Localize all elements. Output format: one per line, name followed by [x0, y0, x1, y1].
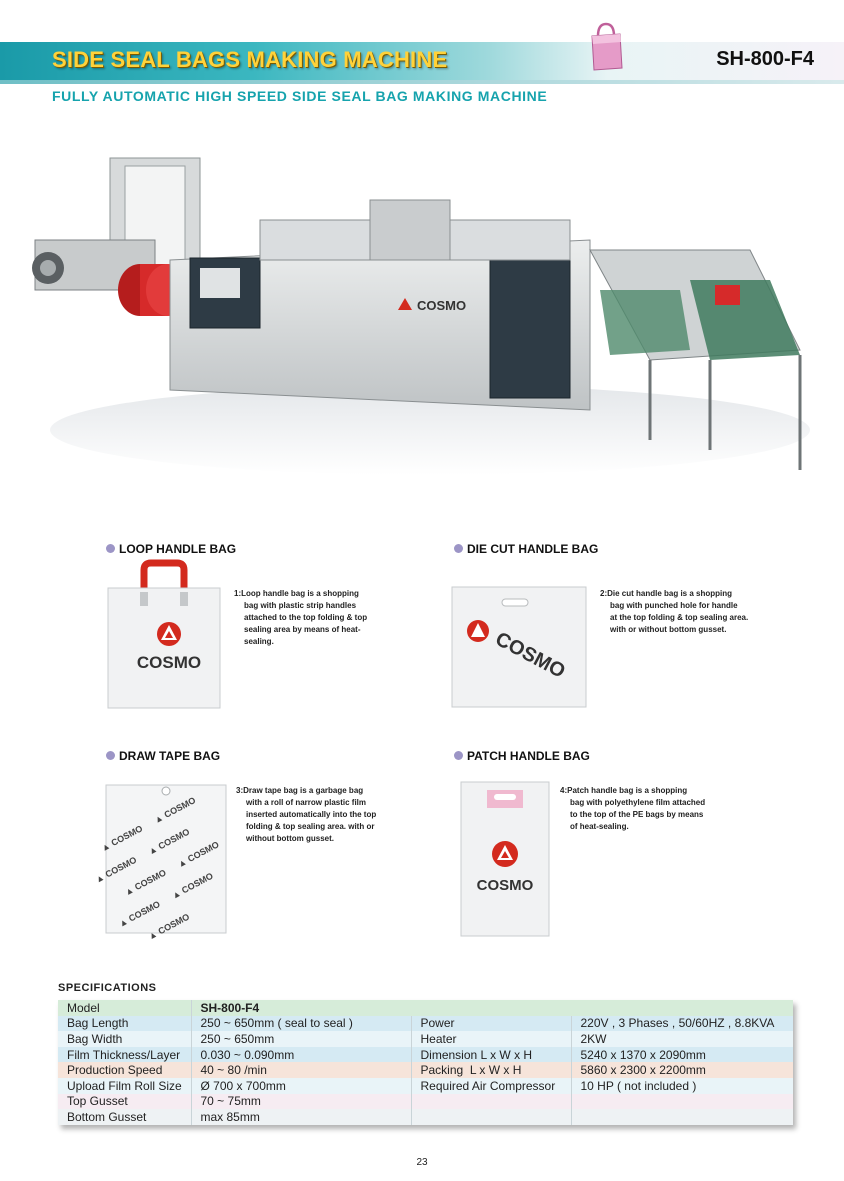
draw-tape-bag-image [93, 783, 228, 942]
spec-value: 40 ~ 80 /min [191, 1062, 411, 1078]
patch-handle-bag-description: 4:Patch handle bag is a shopping bag with polyethylene film attached to the top of the PE bags by means of heat-sealing. [560, 786, 706, 831]
section-heading-die-cut-handle-bag: DIE CUT HANDLE BAG [454, 542, 598, 556]
spec-label: Power [411, 1016, 571, 1032]
table-row [58, 1031, 793, 1047]
patch-handle-bag-image [459, 780, 551, 938]
table-row [58, 1094, 793, 1110]
svg-text:▲ COSMO: ▲ COSMO [116, 898, 162, 930]
spec-value [571, 1094, 793, 1110]
svg-text:▲ COSMO: ▲ COSMO [122, 867, 168, 898]
draw-tape-bag-description: 3:Draw tape bag is a garbage bag with a roll of narrow plastic film inserted automatically into the top folding & top sealing area. with or without bottom gusset. [236, 786, 377, 843]
spec-label: Production Speed [58, 1062, 191, 1078]
die-cut-handle-bag-image [450, 585, 590, 710]
table-row [58, 1062, 793, 1078]
specifications-table [58, 1000, 793, 1125]
section-heading-draw-tape-bag: DRAW TAPE BAG [106, 749, 220, 763]
spec-value: max 85mm [191, 1109, 411, 1125]
spec-label: Dimension L x W x H [411, 1047, 571, 1063]
bullet-icon [106, 751, 115, 760]
header-banner-shadow [0, 80, 844, 84]
spec-label: Model [58, 1000, 191, 1016]
spec-value: 5240 x 1370 x 2090mm [571, 1047, 793, 1063]
spec-value: 220V , 3 Phases , 50/60HZ , 8.8KVA [571, 1016, 793, 1032]
spec-label: Packing L x W x H [411, 1062, 571, 1078]
spec-value: SH-800-F4 [191, 1000, 793, 1016]
spec-label: Bag Width [58, 1031, 191, 1047]
svg-text:▲ COSMO: ▲ COSMO [152, 795, 198, 826]
spec-label: Heater [411, 1031, 571, 1047]
model-code: SH-800-F4 [716, 48, 814, 70]
machine-brand-label: COSMO [417, 298, 467, 313]
spec-label: Required Air Compressor [411, 1078, 571, 1094]
specifications-title: SPECIFICATIONS [58, 982, 157, 994]
bullet-icon [454, 544, 463, 553]
spec-value: Ø 700 x 700mm [191, 1078, 411, 1094]
svg-text:▲ COSMO: ▲ COSMO [146, 911, 192, 942]
bullet-icon [454, 751, 463, 760]
loop-handle-bag-description: 1:Loop handle bag is a shopping bag with plastic strip handles attached to the top folding & top sealing area by means of heat- sealing. [234, 589, 368, 646]
spec-label [411, 1109, 571, 1125]
spec-value: 250 ~ 650mm ( seal to seal ) [191, 1016, 411, 1032]
table-row [58, 1000, 793, 1016]
spec-value: 5860 x 2300 x 2200mm [571, 1062, 793, 1078]
spec-label: Upload Film Roll Size [58, 1078, 191, 1094]
section-heading-loop-handle-bag: LOOP HANDLE BAG [106, 542, 236, 556]
spec-value: 250 ~ 650mm [191, 1031, 411, 1047]
loop-handle-bag-image [106, 560, 222, 710]
svg-text:▲ COSMO: ▲ COSMO [175, 839, 221, 870]
page-title: SIDE SEAL BAGS MAKING MACHINE [52, 47, 448, 72]
spec-value: 10 HP ( not included ) [571, 1078, 793, 1094]
spec-value: 70 ~ 75mm [191, 1094, 411, 1110]
spec-value: 0.030 ~ 0.090mm [191, 1047, 411, 1063]
spec-value [571, 1109, 793, 1125]
machine-photo [30, 140, 810, 480]
table-row [58, 1016, 793, 1032]
shopping-bag-icon [586, 22, 626, 74]
table-row [58, 1047, 793, 1063]
svg-text:▲ COSMO: ▲ COSMO [169, 870, 215, 901]
bag-logo-text: COSMO [491, 627, 569, 683]
spec-label: Film Thickness/Layer [58, 1047, 191, 1063]
die-cut-handle-bag-description: 2:Die cut handle bag is a shopping bag with punched hole for handle at the top folding & top sealing area. with or without bottom gusset. [600, 589, 749, 634]
spec-label: Bag Length [58, 1016, 191, 1032]
section-heading-patch-handle-bag: PATCH HANDLE BAG [454, 749, 590, 763]
svg-text:▲ COSMO: ▲ COSMO [99, 823, 145, 854]
table-row [58, 1078, 793, 1094]
svg-text:▲ COSMO: ▲ COSMO [146, 826, 192, 857]
bag-logo-text: COSMO [136, 653, 202, 672]
bullet-icon [106, 544, 115, 553]
bag-logo-text: COSMO [476, 877, 534, 894]
spec-label: Top Gusset [58, 1094, 191, 1110]
spec-label: Bottom Gusset [58, 1109, 191, 1125]
page-number: 23 [416, 1157, 428, 1168]
svg-text:▲ COSMO: ▲ COSMO [93, 854, 139, 885]
spec-value: 2KW [571, 1031, 793, 1047]
spec-label [411, 1094, 571, 1110]
table-row [58, 1109, 793, 1125]
page-subtitle: FULLY AUTOMATIC HIGH SPEED SIDE SEAL BAG MAKING MACHINE [52, 88, 548, 104]
